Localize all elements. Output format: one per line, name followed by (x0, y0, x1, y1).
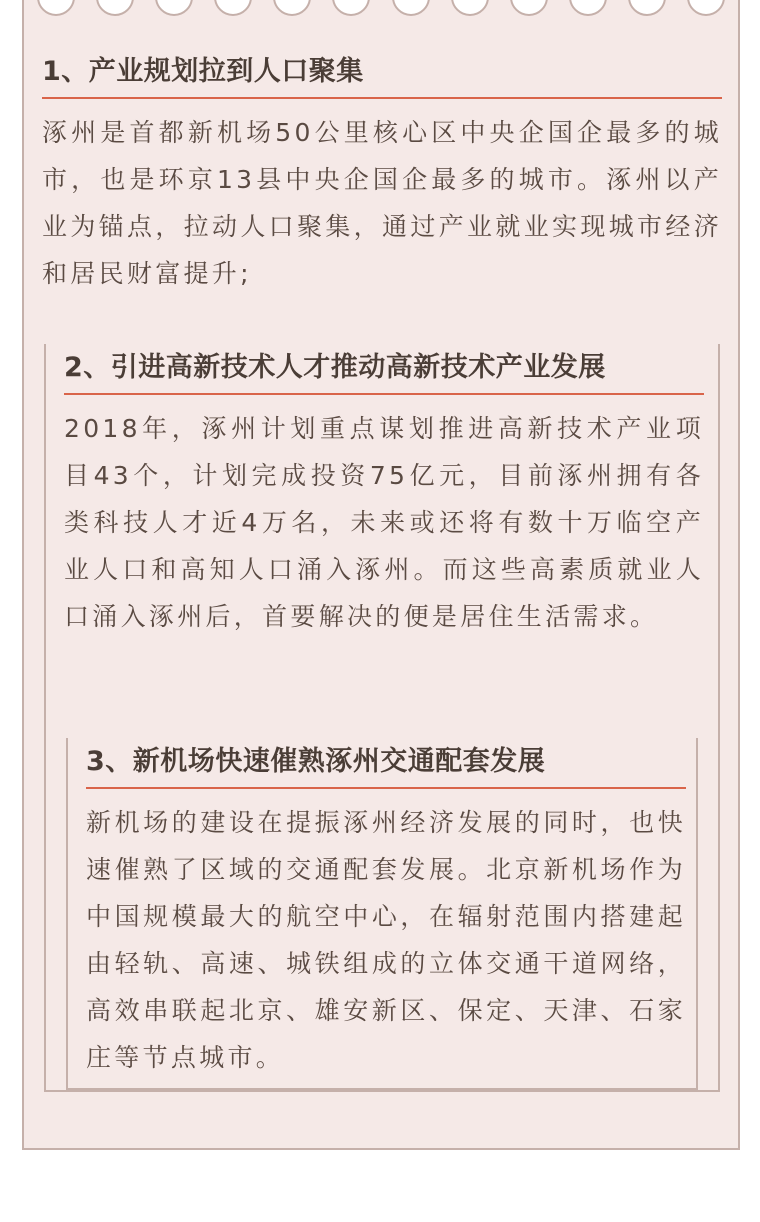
scallop-decoration (628, 0, 666, 16)
section-heading: 2、引进高新技术人才推动高新技术产业发展 (64, 352, 606, 383)
section-heading: 1、产业规划拉到人口聚集 (42, 56, 364, 87)
section-heading: 3、新机场快速催熟涿州交通配套发展 (86, 746, 546, 777)
scallop-decoration (96, 0, 134, 16)
scallop-decoration (214, 0, 252, 16)
scallop-decoration (687, 0, 725, 16)
section-1 (42, 48, 722, 297)
scalloped-top-edge (22, 0, 740, 20)
section-3 (86, 738, 686, 1081)
section-body: 涿州是首都新机场50公里核心区中央企国企最多的城市，也是环京13县中央企国企最多的城市。涿州以产业为锚点，拉动人口聚集，通过产业就业实现城市经济和居民财富提升; (42, 118, 722, 288)
scallop-decoration (569, 0, 607, 16)
scallop-decoration (392, 0, 430, 16)
heading-underline (64, 393, 704, 395)
scallop-decoration (332, 0, 370, 16)
scallop-decoration (37, 0, 75, 16)
section-body: 2018年，涿州计划重点谋划推进高新技术产业项目43个，计划完成投资75亿元，目前涿州拥有各类科技人才近4万名，未来或还将有数十万临空产业人口和高知人口涌入涿州。而这些高素质就业人口涌入涿州后，首要解决的便是居住生活需求。 (64, 414, 704, 631)
scallop-decoration (155, 0, 193, 16)
heading-underline (42, 97, 722, 99)
heading-underline (86, 787, 686, 789)
scallop-decoration (510, 0, 548, 16)
section-2 (64, 344, 704, 640)
scallop-decoration (273, 0, 311, 16)
section-body: 新机场的建设在提振涿州经济发展的同时，也快速催熟了区域的交通配套发展。北京新机场作为中国规模最大的航空中心，在辐射范围内搭建起由轻轨、高速、城铁组成的立体交通干道网络，高效串联起北京、雄安新区、保定、天津、石家庄等节点城市。 (86, 808, 686, 1072)
scallop-decoration (451, 0, 489, 16)
